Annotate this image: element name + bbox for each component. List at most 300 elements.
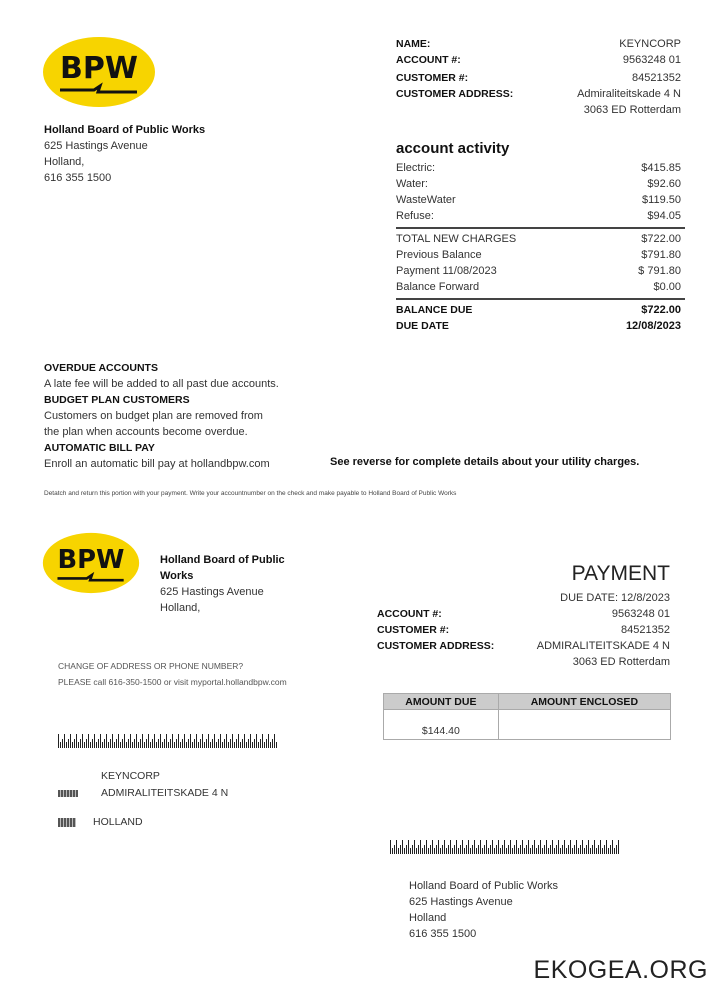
barcode-bar — [74, 739, 75, 748]
barcode-bar — [260, 739, 261, 748]
amount-due-header: AMOUNT DUE — [384, 694, 499, 710]
barcode-bar — [204, 742, 205, 748]
summary-row — [396, 263, 681, 279]
barcode-bar — [578, 848, 579, 854]
summary-value: $791.80 — [641, 249, 681, 261]
barcode-bar — [530, 848, 531, 854]
barcode-bar — [540, 840, 541, 854]
barcode-bar — [158, 739, 159, 748]
barcode-bar — [452, 848, 453, 854]
barcode-bar — [102, 742, 103, 748]
barcode-bar — [592, 845, 593, 854]
barcode-bar — [234, 742, 235, 748]
barcode-bar — [612, 840, 613, 854]
barcode-bar — [406, 845, 407, 854]
barcode-bar — [528, 840, 529, 854]
barcode-bar — [262, 734, 263, 748]
barcode-bar — [556, 845, 557, 854]
barcode-bar — [562, 845, 563, 854]
stub-company-address: 625 Hastings Avenue — [160, 586, 264, 598]
barcode-bar — [176, 739, 177, 748]
charges-row — [396, 176, 681, 192]
barcode-bar — [614, 848, 615, 854]
barcode-bar — [538, 845, 539, 854]
amount-enclosed-field[interactable] — [498, 710, 670, 740]
barcode-bar — [450, 840, 451, 854]
charges-row — [396, 208, 681, 224]
overdue-title: OVERDUE ACCOUNTS — [44, 362, 158, 374]
barcode-bar — [410, 848, 411, 854]
barcode-bar — [62, 739, 63, 748]
barcode-bar — [230, 739, 231, 748]
barcode-bar — [408, 840, 409, 854]
barcode-bar — [464, 848, 465, 854]
barcode-bar — [474, 840, 475, 854]
mail-address: ADMIRALITEITSKADE 4 N — [101, 787, 229, 799]
barcode-bar — [420, 840, 421, 854]
barcode-bar — [232, 734, 233, 748]
barcode-bar — [424, 845, 425, 854]
barcode-bar — [226, 734, 227, 748]
barcode-bar — [402, 840, 403, 854]
barcode-bar — [122, 739, 123, 748]
barcode-bar — [70, 734, 71, 748]
barcode-bar — [246, 742, 247, 748]
barcode-bar — [504, 840, 505, 854]
barcode-bar — [196, 734, 197, 748]
stub-company-name: Works — [160, 570, 194, 582]
barcode-bar — [112, 734, 113, 748]
barcode-bar — [228, 742, 229, 748]
barcode-bar — [412, 845, 413, 854]
barcode-bar — [186, 742, 187, 748]
summary-label: Balance Forward — [396, 281, 480, 293]
barcode-bar — [76, 734, 77, 748]
barcode-bar — [478, 845, 479, 854]
detach-instructions: Detatch and return this portion with your payment. Write your accountnumber on the check and make payable to Holland Board of Public Works — [44, 490, 457, 497]
barcode-bar — [236, 739, 237, 748]
barcode-bar — [500, 848, 501, 854]
charges-label: Refuse: — [396, 210, 434, 222]
barcode-bar — [480, 840, 481, 854]
summary-label: Previous Balance — [396, 249, 482, 261]
barcode-bar — [404, 848, 405, 854]
barcode-bar — [498, 840, 499, 854]
divider — [396, 227, 685, 229]
barcode-bar — [150, 742, 151, 748]
barcode-bar — [520, 845, 521, 854]
barcode-bar — [586, 845, 587, 854]
barcode-bar — [124, 734, 125, 748]
barcode-bar — [460, 845, 461, 854]
address-line1: Admiraliteitskade 4 N — [577, 88, 681, 100]
barcode-bar — [100, 734, 101, 748]
barcode-bar — [448, 845, 449, 854]
change-of-address — [58, 658, 287, 690]
reverse-note: See reverse for complete details about your utility charges. — [330, 456, 640, 468]
barcode-bar — [470, 848, 471, 854]
budget-text: the plan when accounts become overdue. — [44, 426, 248, 438]
barcode-bar — [456, 840, 457, 854]
remit-city: Holland — [409, 912, 447, 924]
barcode-bar — [616, 845, 617, 854]
barcode-bar — [80, 739, 81, 748]
barcode-bar — [82, 734, 83, 748]
barcode-bar — [66, 742, 67, 748]
barcode-bar — [514, 845, 515, 854]
barcode-bar — [148, 734, 149, 748]
barcode-bar — [190, 734, 191, 748]
barcode-bar — [258, 742, 259, 748]
barcode-bar — [598, 845, 599, 854]
barcode-bar — [596, 848, 597, 854]
barcode-bar — [172, 734, 173, 748]
barcode-bar — [198, 742, 199, 748]
barcode-bar — [548, 848, 549, 854]
charges-label: WasteWater — [396, 194, 456, 206]
barcode-bar — [482, 848, 483, 854]
barcode-bar — [78, 742, 79, 748]
barcode-bar — [604, 845, 605, 854]
barcode-bar — [570, 840, 571, 854]
charges-value: $415.85 — [641, 162, 681, 174]
barcode-bar — [256, 734, 257, 748]
barcode-bar — [468, 840, 469, 854]
barcode-bar — [490, 845, 491, 854]
barcode-bar — [572, 848, 573, 854]
barcode-bar — [426, 840, 427, 854]
barcode — [390, 840, 619, 854]
barcode-bar — [546, 840, 547, 854]
barcode-bar — [430, 845, 431, 854]
summary-value: $ 791.80 — [638, 265, 681, 277]
barcode-bar — [552, 840, 553, 854]
summary-row — [396, 231, 681, 247]
bpw-logo — [42, 36, 156, 108]
charges-value: $94.05 — [647, 210, 681, 222]
account-value: 9563248 01 — [622, 54, 681, 66]
barcode-bar — [218, 739, 219, 748]
change-address-contact: PLEASE call 616-350-1500 or visit myportal.hollandbpw.com — [58, 677, 287, 687]
mail-name: KEYNCORP — [101, 770, 160, 782]
name-value: KEYNCORP — [619, 38, 681, 50]
barcode-bar — [440, 848, 441, 854]
barcode-bar — [422, 848, 423, 854]
barcode-bar — [494, 848, 495, 854]
barcode-bar — [250, 734, 251, 748]
bpw-logo — [42, 532, 140, 594]
barcode-bar — [58, 734, 59, 748]
barcode-bar — [436, 845, 437, 854]
barcode-bar — [484, 845, 485, 854]
barcode-bar — [554, 848, 555, 854]
barcode-bar — [560, 848, 561, 854]
barcode-bar — [164, 739, 165, 748]
barcode-bar — [114, 742, 115, 748]
barcode-bar — [136, 734, 137, 748]
account-activity — [396, 140, 685, 334]
notices — [44, 360, 279, 472]
barcode-bar — [116, 739, 117, 748]
barcode-bar — [276, 742, 277, 748]
remit-address — [409, 878, 558, 942]
barcode-bar — [216, 742, 217, 748]
barcode-bar — [220, 734, 221, 748]
barcode-bar — [156, 742, 157, 748]
remit-phone: 616 355 1500 — [409, 928, 477, 940]
change-address-text: CHANGE OF ADDRESS OR PHONE NUMBER? — [58, 661, 244, 671]
barcode-bar — [446, 848, 447, 854]
barcode-bar — [174, 742, 175, 748]
barcode-bar — [178, 734, 179, 748]
barcode-bar — [212, 739, 213, 748]
barcode-bar — [550, 845, 551, 854]
barcode-bar — [106, 734, 107, 748]
barcode — [58, 734, 277, 748]
due-date-label: DUE DATE — [396, 320, 449, 332]
barcode-bar — [90, 742, 91, 748]
stub-company-city: Holland, — [160, 602, 201, 614]
barcode-bar — [184, 734, 185, 748]
barcode-bar — [400, 845, 401, 854]
barcode-bar — [96, 742, 97, 748]
barcode-bar — [84, 742, 85, 748]
barcode-bar — [608, 848, 609, 854]
budget-title: BUDGET PLAN CUSTOMERS — [44, 394, 190, 406]
mail-city: HOLLAND — [93, 816, 143, 828]
stub-address-line1: ADMIRALITEITSKADE 4 N — [536, 640, 670, 652]
customer-value: 84521352 — [632, 72, 681, 84]
barcode-bar — [238, 734, 239, 748]
barcode-bar — [558, 840, 559, 854]
company-city: Holland, — [44, 156, 85, 168]
barcode-bar — [270, 742, 271, 748]
payment-title: PAYMENT — [571, 562, 670, 585]
barcode-bar — [544, 845, 545, 854]
barcode-bar — [414, 840, 415, 854]
barcode-bar — [154, 734, 155, 748]
barcode-bar — [506, 848, 507, 854]
autopay-text: Enroll an automatic bill pay at hollandbpw.com — [44, 458, 270, 470]
barcode-bar — [434, 848, 435, 854]
barcode-bar — [502, 845, 503, 854]
barcode-bar — [110, 739, 111, 748]
barcode-bar — [60, 742, 61, 748]
barcode-bar — [98, 739, 99, 748]
summary-value: $722.00 — [641, 233, 681, 245]
barcode-bar — [472, 845, 473, 854]
barcode-bar — [566, 848, 567, 854]
barcode-bar — [188, 739, 189, 748]
barcode-bar — [254, 739, 255, 748]
barcode-bar — [130, 734, 131, 748]
barcode-bar — [394, 845, 395, 854]
charges-row — [396, 160, 681, 176]
barcode-bar — [392, 848, 393, 854]
barcode-bar — [462, 840, 463, 854]
barcode-bar — [432, 840, 433, 854]
barcode-bar — [486, 840, 487, 854]
barcode-bar — [518, 848, 519, 854]
barcode-bar — [240, 742, 241, 748]
summary-row — [396, 247, 681, 263]
barcode-bar — [584, 848, 585, 854]
barcode-bar — [92, 739, 93, 748]
budget-text: Customers on budget plan are removed from — [44, 410, 263, 422]
barcode-bar — [128, 739, 129, 748]
barcode-bar — [398, 848, 399, 854]
barcode-bar — [274, 734, 275, 748]
barcode-bar — [206, 739, 207, 748]
barcode-bar — [396, 840, 397, 854]
barcode-bar — [132, 742, 133, 748]
barcode-bar — [524, 848, 525, 854]
barcode-bar — [564, 840, 565, 854]
summary-row — [396, 279, 681, 295]
balance-due-label: BALANCE DUE — [396, 304, 473, 316]
mailing-address — [58, 768, 228, 831]
stub-due-date: DUE DATE: 12/8/2023 — [560, 592, 670, 604]
amount-enclosed-header: AMOUNT ENCLOSED — [498, 694, 670, 710]
barcode-bar — [88, 734, 89, 748]
barcode-bar — [600, 840, 601, 854]
barcode-bar — [252, 742, 253, 748]
barcode-bar — [266, 739, 267, 748]
barcode-bar — [200, 739, 201, 748]
stub-account-label: ACCOUNT #: — [377, 608, 442, 620]
stub-account-info — [377, 590, 670, 670]
barcode-bar — [594, 840, 595, 854]
barcode-bar — [582, 840, 583, 854]
barcode-bar — [268, 734, 269, 748]
account-label: ACCOUNT #: — [396, 54, 461, 66]
stub-company — [160, 552, 285, 616]
barcode-bar — [142, 734, 143, 748]
barcode-bar — [602, 848, 603, 854]
redacted-mark — [58, 790, 78, 797]
barcode-bar — [618, 840, 619, 854]
company-phone: 616 355 1500 — [44, 172, 112, 184]
barcode-bar — [222, 742, 223, 748]
barcode-bar — [588, 840, 589, 854]
barcode-bar — [526, 845, 527, 854]
barcode-bar — [166, 734, 167, 748]
barcode-bar — [590, 848, 591, 854]
svg-text:BPW: BPW — [57, 545, 125, 576]
barcode-bar — [576, 840, 577, 854]
barcode-bar — [214, 734, 215, 748]
barcode-bar — [108, 742, 109, 748]
remit-address-line: 625 Hastings Avenue — [409, 896, 513, 908]
barcode-bar — [466, 845, 467, 854]
barcode-bar — [264, 742, 265, 748]
charges-value: $92.60 — [647, 178, 681, 190]
barcode-bar — [508, 845, 509, 854]
barcode-bar — [532, 845, 533, 854]
barcode-bar — [522, 840, 523, 854]
barcode-bar — [182, 739, 183, 748]
activity-title: account activity — [396, 140, 510, 157]
barcode-bar — [510, 840, 511, 854]
stub-address-line2: 3063 ED Rotterdam — [572, 656, 670, 668]
address-line2: 3063 ED Rotterdam — [583, 104, 681, 116]
barcode-bar — [272, 739, 273, 748]
amount-due-value: $144.40 — [384, 710, 499, 740]
account-info — [396, 36, 681, 118]
barcode-bar — [194, 739, 195, 748]
stub-customer-label: CUSTOMER #: — [377, 624, 450, 636]
divider — [396, 298, 685, 300]
barcode-bar — [458, 848, 459, 854]
address-label: CUSTOMER ADDRESS: — [396, 88, 514, 100]
barcode-bar — [534, 840, 535, 854]
charges-label: Water: — [396, 178, 428, 190]
summary-label: Payment 11/08/2023 — [396, 265, 497, 277]
barcode-bar — [610, 845, 611, 854]
svg-text:BPW: BPW — [60, 51, 138, 86]
barcode-bar — [248, 739, 249, 748]
balance-due-value: $722.00 — [641, 304, 681, 316]
barcode-bar — [72, 742, 73, 748]
barcode-bar — [144, 742, 145, 748]
barcode-bar — [496, 845, 497, 854]
autopay-title: AUTOMATIC BILL PAY — [44, 442, 155, 454]
barcode-bar — [180, 742, 181, 748]
barcode-bar — [202, 734, 203, 748]
barcode-bar — [86, 739, 87, 748]
barcode-bar — [208, 734, 209, 748]
stub-customer-value: 84521352 — [621, 624, 670, 636]
barcode-bar — [606, 840, 607, 854]
overdue-text: A late fee will be added to all past due accounts. — [44, 378, 279, 390]
barcode-bar — [416, 848, 417, 854]
barcode-bar — [574, 845, 575, 854]
barcode-bar — [224, 739, 225, 748]
barcode-bar — [210, 742, 211, 748]
barcode-bar — [444, 840, 445, 854]
due-date-value: 12/08/2023 — [625, 320, 681, 332]
barcode-bar — [64, 734, 65, 748]
amount-table — [383, 693, 671, 740]
customer-label: CUSTOMER #: — [396, 72, 469, 84]
barcode-bar — [146, 739, 147, 748]
company-address: 625 Hastings Avenue — [44, 140, 148, 152]
barcode-bar — [568, 845, 569, 854]
stub-address-label: CUSTOMER ADDRESS: — [377, 640, 495, 652]
watermark: EKOGEA.ORG — [533, 956, 708, 984]
redacted-mark — [58, 818, 76, 827]
charges-value: $119.50 — [642, 194, 681, 206]
barcode-bar — [244, 734, 245, 748]
summary-value: $0.00 — [653, 281, 681, 293]
barcode-bar — [438, 840, 439, 854]
remit-name: Holland Board of Public Works — [409, 880, 558, 892]
barcode-bar — [428, 848, 429, 854]
barcode-bar — [492, 840, 493, 854]
barcode-bar — [152, 739, 153, 748]
barcode-bar — [512, 848, 513, 854]
barcode-bar — [126, 742, 127, 748]
company-info — [44, 122, 205, 186]
barcode-bar — [242, 739, 243, 748]
barcode-bar — [138, 742, 139, 748]
stub-company-name: Holland Board of Public — [160, 554, 285, 566]
barcode-bar — [542, 848, 543, 854]
charges-label: Electric: — [396, 162, 436, 174]
barcode-bar — [442, 845, 443, 854]
name-label: NAME: — [396, 38, 431, 50]
barcode-bar — [118, 734, 119, 748]
